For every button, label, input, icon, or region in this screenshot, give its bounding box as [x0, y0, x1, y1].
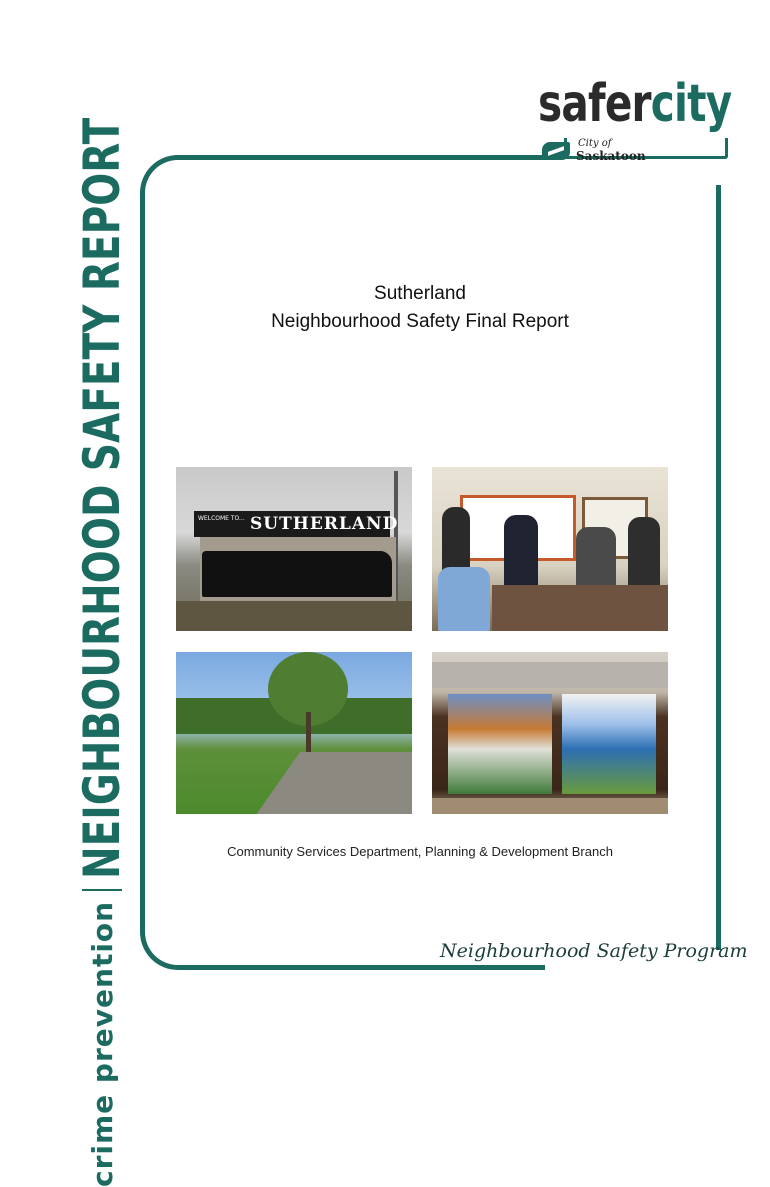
- title-line-1: Sutherland: [374, 283, 466, 304]
- photo-community-meeting: [432, 467, 668, 631]
- logo-wordmark: [538, 74, 732, 134]
- photo-welcome-sign: [176, 467, 412, 631]
- report-title: [160, 280, 680, 336]
- city-emblem-icon: [542, 142, 570, 160]
- program-name: Neighbourhood Safety Program: [440, 940, 748, 962]
- neighbourhood-safety-report-label: NEIGHBOURHOOD SAFETY REPORT: [73, 117, 131, 879]
- safer-city-logo: [538, 74, 732, 164]
- photo-park: [176, 652, 412, 814]
- logo-safer: safer: [538, 74, 651, 134]
- ground: [432, 798, 668, 814]
- crime-prevention-label: crime prevention: [85, 900, 119, 1187]
- logo-city: city: [650, 74, 732, 134]
- logo-city-of: City of: [578, 138, 612, 149]
- cover-frame-right-rule: [716, 185, 721, 950]
- sign-welcome-text: WELCOME TO...: [198, 515, 245, 522]
- mural-panel-landscape: [562, 694, 656, 794]
- person: [504, 515, 538, 589]
- welcome-sign: [194, 511, 399, 537]
- side-divider: [82, 889, 122, 891]
- park-path: [244, 752, 412, 814]
- ground: [176, 601, 412, 631]
- title-line-2: Neighbourhood Safety Final Report: [271, 311, 569, 332]
- side-title: [72, 117, 132, 1187]
- mural-panel-forest: [448, 694, 552, 794]
- person: [438, 567, 490, 631]
- photo-mural: [432, 652, 668, 814]
- meeting-table: [492, 585, 668, 631]
- department-line: Community Services Department, Planning & Development Branch: [227, 844, 613, 859]
- sign-name-text: SUTHERLAND: [250, 514, 399, 534]
- train-silhouette: [202, 551, 392, 597]
- logo-saskatoon: Saskatoon: [576, 149, 646, 163]
- building-roof: [432, 662, 668, 688]
